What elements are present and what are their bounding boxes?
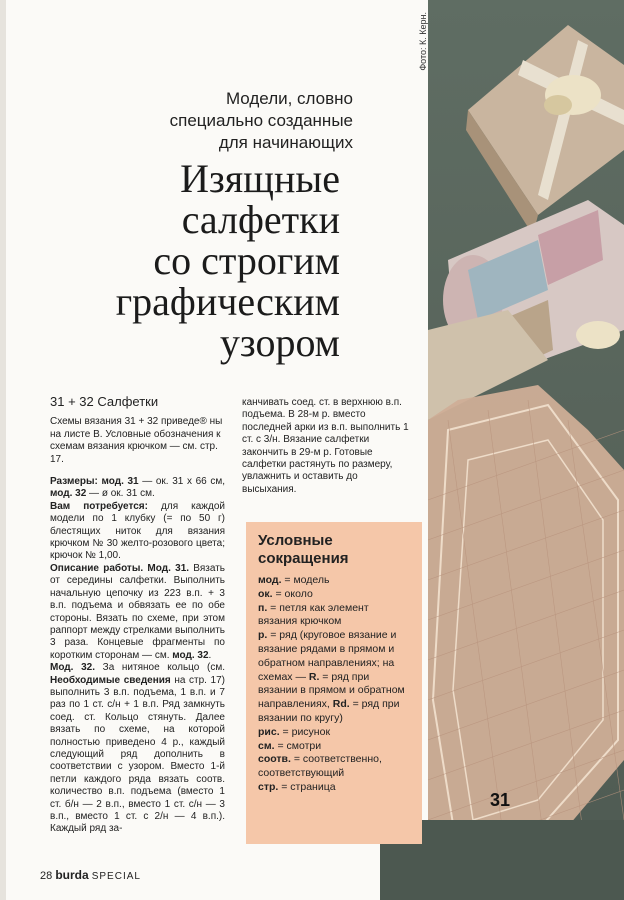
mod32-label: Мод. 32. bbox=[50, 662, 95, 674]
title-line: Изящные bbox=[180, 156, 340, 201]
abbr-def: = ряд (круговое вязание и вязание рядами в прямом и обратном направлениях; на схемах — bbox=[258, 629, 397, 683]
abbr-def: = петля как элемент вязания крючком bbox=[258, 601, 369, 628]
intro-text: Схемы вязания 31 + 32 приведе® ны на листе В. Условные обозначения к схемам вязания крючком — см. стр. 17. bbox=[50, 416, 223, 465]
article-title bbox=[40, 158, 340, 363]
abbr-term: см. bbox=[258, 739, 275, 752]
abbr-term: ок. bbox=[258, 587, 273, 600]
sizes-text-2: — ø ок. 31 см. bbox=[86, 488, 155, 500]
abbr-def: = около bbox=[272, 587, 313, 600]
abbr-item bbox=[258, 740, 410, 754]
materials-paragraph bbox=[50, 501, 225, 563]
model-number-tag: 31 bbox=[490, 790, 511, 810]
title-line: салфетки bbox=[181, 197, 340, 242]
instructions-column-2 bbox=[242, 397, 412, 496]
abbr-term: R. bbox=[308, 670, 320, 683]
abbr-item bbox=[258, 574, 410, 588]
page-edge bbox=[0, 0, 6, 900]
abbr-def: = соответственно, соответствующий bbox=[258, 753, 382, 780]
instructions-column-1 bbox=[50, 396, 225, 836]
abbr-def: = рисунок bbox=[279, 725, 331, 738]
abbr-def: = смотри bbox=[274, 739, 322, 752]
page-footer bbox=[40, 868, 141, 882]
continuation-text: канчивать соед. ст. в верхнюю в.п. подъема. В 28-м р. вместо последней арки из в.п. выполнить 1 ст. с 3/н. Вязание салфетки закончить в 29-м р. Готовые салфетки растянуть по размеру, увлажнить и оставить до высыхания. bbox=[242, 397, 409, 495]
doily-photo bbox=[428, 0, 624, 872]
subtitle-line: для начинающих bbox=[218, 133, 353, 152]
abbr-item bbox=[258, 726, 410, 740]
abbr-item bbox=[258, 602, 410, 630]
abbr-term: Rd. bbox=[332, 698, 350, 711]
mod32-text: За нитяное кольцо (см. bbox=[95, 662, 225, 674]
subtitle-line: специально созданные bbox=[169, 111, 353, 130]
description-label: Описание работы. Мод. 31. bbox=[50, 562, 190, 574]
abbreviations-title bbox=[258, 532, 410, 568]
page-number: 28 bbox=[40, 870, 53, 882]
abbreviations-title-line: Условные bbox=[258, 532, 333, 549]
abbr-term: стр. bbox=[258, 780, 279, 793]
abbr-def: = ряд при вязании в прямом и обратном направлениях, bbox=[258, 670, 405, 711]
abbr-def: = модель bbox=[281, 574, 330, 586]
description-paragraph bbox=[50, 563, 225, 662]
brand-special: SPECIAL bbox=[91, 871, 141, 882]
abbr-item bbox=[258, 781, 410, 795]
abbr-term: соотв. bbox=[258, 753, 291, 766]
abbr-item bbox=[258, 588, 410, 602]
subtitle-line: Модели, словно bbox=[225, 89, 353, 108]
sizes-label-2: мод. 32 bbox=[50, 488, 87, 500]
title-line: графическим bbox=[115, 279, 340, 324]
materials-text: для каждой модели по 1 клубку (= по 50 г) блестящих ниток для вязания крючком № 30 желто-розового цвета; крючок № 1,00. bbox=[50, 500, 225, 562]
photo-illustration bbox=[428, 0, 624, 872]
description-ref: мод. 32 bbox=[172, 649, 209, 661]
brand-logo: burda bbox=[55, 868, 89, 882]
abbr-term: рис. bbox=[258, 725, 280, 738]
sizes-paragraph bbox=[50, 476, 225, 501]
title-line: со строгим bbox=[153, 238, 340, 283]
title-line: узором bbox=[219, 320, 340, 365]
abbreviations-title-line: сокращения bbox=[258, 550, 349, 567]
abbr-def: = страница bbox=[278, 780, 336, 793]
sizes-text: — ок. 31 х 66 см, bbox=[138, 476, 225, 488]
mod32-ref: Необходимые сведения bbox=[50, 674, 171, 686]
abbr-def: = ряд при вязании по кругу) bbox=[258, 698, 400, 724]
abbr-item bbox=[258, 753, 410, 781]
subtitle bbox=[128, 88, 353, 154]
materials-label: Вам потребуется: bbox=[50, 500, 148, 512]
description-text: Вязать от середины салфетки. Выполнить начальную цепочку из 223 в.п. + 3 в.п. подъема и обвязать ее по обе стороны. Вязать по схеме, при этом раппорт между стрелками выполнить 3 раза. Концевые фрагменты по коротким сторонам — см. bbox=[50, 562, 225, 661]
abbr-term: мод. bbox=[258, 574, 282, 586]
mod32-text-2: на стр. 17) выполнить 3 в.п. подъема, 1 в.п. и 7 раз по 1 ст. с/н + 1 в.п. Ряд замкнуть соед. ст. Кольцо стянуть. Далее вязать по схеме, на которой полностью приведено 4 р., каждый следующий ряд дополнить в соответствии с узором. Вместо 1-й петли каждого ряда вязать соотв. количество в.п. подъема (вместо 1 ст. б/н — 2 в.п., вместо 1 ст. с/н — 3 в.п., вместо 1 ст. с 2/н — 4 в.п.). Каждый ряд за- bbox=[50, 674, 225, 835]
abbr-item bbox=[258, 629, 410, 726]
description-end: . bbox=[208, 649, 212, 661]
abbr-term: р. bbox=[258, 629, 268, 642]
abbreviations-box bbox=[246, 522, 422, 844]
mod32-paragraph bbox=[50, 662, 225, 836]
section-heading: 31 + 32 Салфетки bbox=[50, 394, 159, 409]
sizes-label: Размеры: мод. 31 bbox=[50, 476, 139, 488]
photo-credit: Фото: К. Керн. bbox=[418, 12, 428, 71]
abbr-term: п. bbox=[258, 601, 268, 614]
